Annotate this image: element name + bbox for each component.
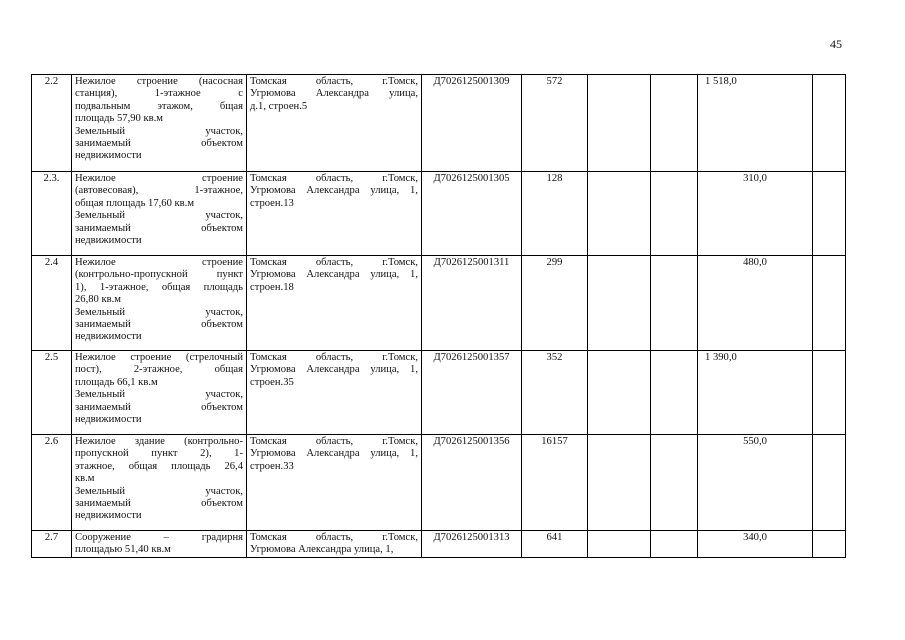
table-row: [32, 351, 846, 435]
address-line: Томская область, г.Томск,: [250, 173, 418, 184]
address-line: Томская область, г.Томск,: [250, 352, 418, 363]
description-line: пост), 2-этажное, общая: [75, 364, 243, 376]
empty-cell: [651, 351, 698, 435]
description-line: Нежилое строение: [75, 173, 243, 184]
description-line: кв.м: [75, 473, 95, 485]
value-cell: 1 390,0: [698, 351, 813, 435]
empty-cell: [651, 172, 698, 256]
empty-cell: [651, 75, 698, 172]
empty-cell: [588, 75, 651, 172]
empty-cell: [588, 531, 651, 558]
empty-cell: [651, 435, 698, 531]
empty-cell: [813, 172, 846, 256]
address-line: строен.33: [250, 460, 294, 472]
description-line: Нежилое строение: [75, 257, 243, 268]
description-line: недвижимости: [75, 510, 142, 522]
address-line: Томская область, г.Томск,: [250, 436, 418, 447]
description-cell: [72, 531, 247, 558]
description-line: 1), 1-этажное, общая площадь: [75, 281, 243, 293]
cadastral-code-cell: Д7026125001313: [422, 531, 522, 558]
description-line: занимаемый объектом: [75, 401, 243, 413]
description-line: Земельный участок,: [75, 389, 243, 401]
cadastral-code-cell: Д7026125001305: [422, 172, 522, 256]
table-row: [32, 256, 846, 351]
quantity-cell: 16157: [522, 435, 588, 531]
address-line: д.1, строен.5: [250, 100, 308, 112]
value-cell: 310,0: [698, 172, 813, 256]
property-table: [31, 74, 846, 558]
address-line: Угрюмова Александра улица, 1,: [250, 364, 418, 376]
description-line: Нежилое строение (стрелочный: [75, 352, 243, 363]
value-cell: 550,0: [698, 435, 813, 531]
table-row: [32, 75, 846, 172]
address-line: строен.35: [250, 376, 294, 388]
description-line: Нежилое здание (контрольно-: [75, 436, 243, 447]
row-number-cell: 2.4: [32, 256, 72, 351]
empty-cell: [813, 75, 846, 172]
description-line: (контрольно-пропускной пункт: [75, 269, 243, 281]
description-cell: [72, 435, 247, 531]
quantity-cell: 641: [522, 531, 588, 558]
empty-cell: [813, 435, 846, 531]
quantity-cell: 352: [522, 351, 588, 435]
address-line: Угрюмова Александра улица, 1,: [250, 269, 418, 281]
value-cell: 1 518,0: [698, 75, 813, 172]
description-line: Нежилое строение (насосная: [75, 76, 243, 87]
address-cell: [247, 435, 422, 531]
empty-cell: [813, 351, 846, 435]
empty-cell: [588, 256, 651, 351]
description-line: занимаемый объектом: [75, 222, 243, 234]
address-line: Угрюмова Александра улица, 1,: [250, 185, 418, 197]
empty-cell: [588, 435, 651, 531]
empty-cell: [813, 531, 846, 558]
address-cell: [247, 75, 422, 172]
value-cell: 340,0: [698, 531, 813, 558]
address-line: Угрюмова Александра улица,: [250, 88, 418, 100]
address-line: Угрюмова Александра улица, 1,: [250, 544, 394, 556]
cadastral-code-cell: Д7026125001356: [422, 435, 522, 531]
description-line: недвижимости: [75, 235, 142, 247]
description-line: площадь 57,90 кв.м: [75, 113, 163, 125]
description-line: занимаемый объектом: [75, 498, 243, 510]
description-line: занимаемый объектом: [75, 319, 243, 331]
description-line: площадь 66,1 кв.м: [75, 376, 158, 388]
quantity-cell: 572: [522, 75, 588, 172]
description-line: (автовесовая), 1-этажное,: [75, 185, 243, 197]
description-line: Земельный участок,: [75, 125, 243, 137]
row-number-cell: 2.5: [32, 351, 72, 435]
description-line: станция), 1-этажное с: [75, 88, 243, 100]
description-cell: [72, 256, 247, 351]
table-row: [32, 531, 846, 558]
description-cell: [72, 172, 247, 256]
table-row: [32, 435, 846, 531]
page-number: 45: [830, 37, 842, 51]
description-line: этажное, общая площадь 26,4: [75, 460, 243, 472]
address-cell: [247, 256, 422, 351]
row-number-cell: 2.2: [32, 75, 72, 172]
empty-cell: [588, 172, 651, 256]
empty-cell: [588, 351, 651, 435]
quantity-cell: 299: [522, 256, 588, 351]
address-cell: [247, 531, 422, 558]
address-cell: [247, 351, 422, 435]
address-line: Томская область, г.Томск,: [250, 257, 418, 268]
description-line: общая площадь 17,60 кв.м: [75, 197, 195, 209]
quantity-cell: 128: [522, 172, 588, 256]
cadastral-code-cell: Д7026125001311: [422, 256, 522, 351]
address-line: Томская область, г.Томск,: [250, 76, 418, 87]
cadastral-code-cell: Д7026125001309: [422, 75, 522, 172]
description-cell: [72, 351, 247, 435]
address-line: строен.18: [250, 281, 294, 293]
empty-cell: [651, 256, 698, 351]
description-line: недвижимости: [75, 150, 142, 162]
table-row: [32, 172, 846, 256]
row-number-cell: 2.7: [32, 531, 72, 558]
description-line: Земельный участок,: [75, 210, 243, 222]
description-cell: [72, 75, 247, 172]
address-line: Томская область, г.Томск,: [250, 532, 418, 543]
description-line: недвижимости: [75, 414, 142, 426]
address-line: Угрюмова Александра улица, 1,: [250, 448, 418, 460]
description-line: занимаемый объектом: [75, 138, 243, 150]
description-line: Земельный участок,: [75, 485, 243, 497]
value-cell: 480,0: [698, 256, 813, 351]
address-cell: [247, 172, 422, 256]
row-number-cell: 2.3.: [32, 172, 72, 256]
description-line: пропускной пункт 2), 1-: [75, 448, 243, 460]
row-number-cell: 2.6: [32, 435, 72, 531]
description-line: площадью 51,40 кв.м: [75, 544, 171, 556]
empty-cell: [813, 256, 846, 351]
description-line: Земельный участок,: [75, 306, 243, 318]
empty-cell: [651, 531, 698, 558]
description-line: 26,80 кв.м: [75, 294, 121, 306]
description-line: недвижимости: [75, 331, 142, 343]
cadastral-code-cell: Д7026125001357: [422, 351, 522, 435]
description-line: подвальным этажом, бщая: [75, 100, 243, 112]
description-line: Сооружение – градирня: [75, 532, 243, 543]
address-line: строен.13: [250, 197, 294, 209]
